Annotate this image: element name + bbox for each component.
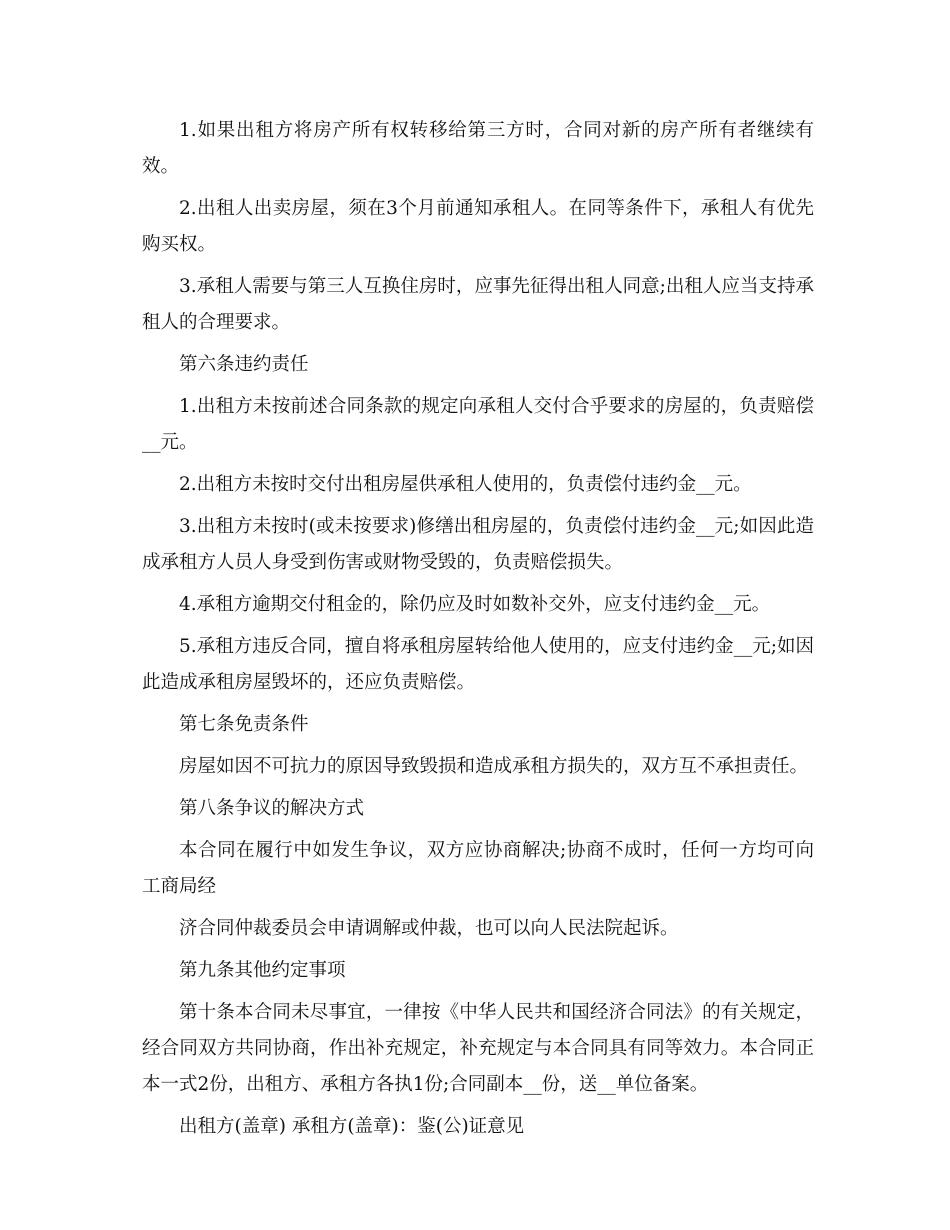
paragraph-clause-5-item-3: 3.承租人需要与第三人互换住房时，应事先征得出租人同意;出租人应当支持承租人的合理要求。 — [142, 276, 814, 333]
paragraph-clause-6-item-5: 5.承租方违反合同，擅自将承租房屋转给他人使用的，应支付违约金__元;如因此造成承租房屋毁坏的，还应负责赔偿。 — [142, 636, 814, 693]
paragraph-clause-8-part-1: 本合同在履行中如发生争议，双方应协商解决;协商不成时，任何一方均可向工商局经 — [142, 840, 814, 897]
paragraph-clause-5-item-1: 1.如果出租方将房产所有权转移给第三方时，合同对新的房产所有者继续有效。 — [142, 120, 814, 177]
paragraph-clause-7: 房屋如因不可抗力的原因导致毁损和造成承租方损失的，双方互不承担责任。 — [179, 756, 809, 777]
paragraph-clause-6-item-2: 2.出租方未按时交付出租房屋供承租人使用的，负责偿付违约金__元。 — [179, 474, 752, 495]
paragraph-clause-10: 第十条本合同未尽事宜，一律按《中华人民共和国经济合同法》的有关规定，经合同双方共同协商，作出补充规定，补充规定与本合同具有同等效力。本合同正本一式2份，出租方、承租方各执1份;合同副本__份，送__单位备案。 — [142, 1002, 814, 1095]
heading-clause-8: 第八条争议的解决方式 — [179, 798, 365, 819]
paragraph-clause-6-item-1: 1.出租方未按前述合同条款的规定向承租人交付合乎要求的房屋的，负责赔偿__元。 — [142, 396, 814, 453]
document-body — [142, 113, 814, 1151]
heading-clause-9: 第九条其他约定事项 — [179, 960, 346, 981]
heading-clause-6: 第六条违约责任 — [179, 354, 309, 375]
paragraph-clause-6-item-3: 3.出租方未按时(或未按要求)修缮出租房屋的，负责偿付违约金__元;如因此造成承租方人员人身受到伤害或财物受毁的，负责赔偿损失。 — [142, 516, 814, 573]
heading-clause-7: 第七条免责条件 — [179, 714, 309, 735]
paragraph-clause-8-part-2: 济合同仲裁委员会申请调解或仲裁，也可以向人民法院起诉。 — [179, 918, 679, 939]
signature-line: 出租方(盖章) 承租方(盖章)：鉴(公)证意见 — [179, 1116, 525, 1137]
paragraph-clause-5-item-2: 2.出租人出卖房屋，须在3个月前通知承租人。在同等条件下，承租人有优先购买权。 — [142, 198, 814, 255]
paragraph-clause-6-item-4: 4.承租方逾期交付租金的，除仍应及时如数补交外，应支付违约金__元。 — [179, 594, 771, 615]
